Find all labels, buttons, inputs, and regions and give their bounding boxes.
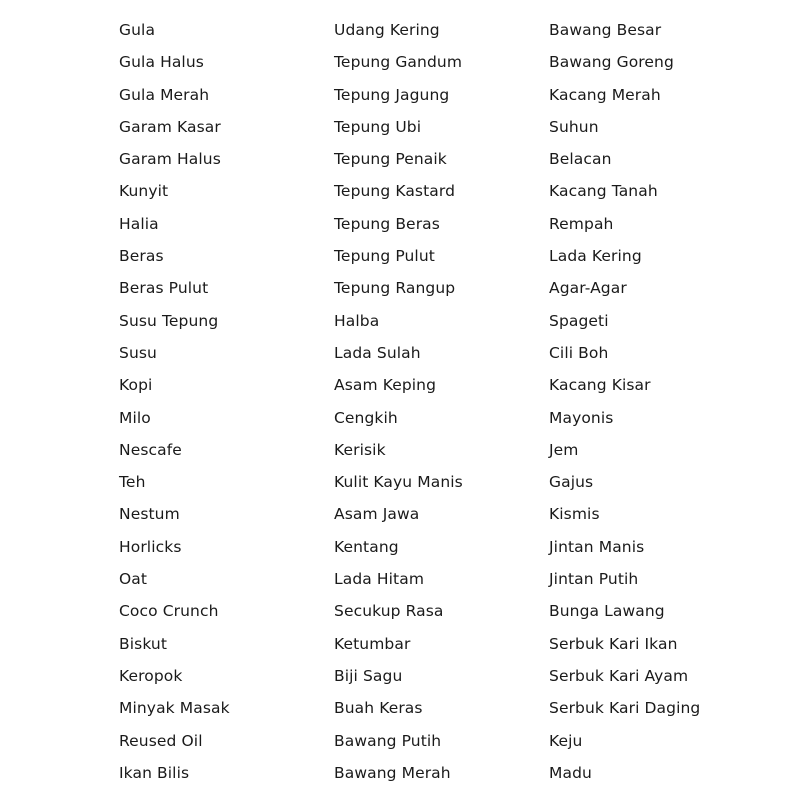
ingredient-item: Kentang [334, 537, 399, 556]
ingredient-item: Lada Kering [549, 247, 642, 266]
ingredient-item: Milo [119, 408, 151, 427]
ingredient-item: Lada Hitam [334, 570, 425, 589]
ingredient-item: Gula [119, 21, 156, 39]
ingredient-item: Tepung Jagung [334, 85, 450, 104]
ingredient-item: Suhun [549, 117, 599, 136]
ingredient-column-2 [334, 14, 463, 789]
ingredient-item: Agar-Agar [549, 279, 627, 298]
ingredient-item: Kopi [119, 376, 153, 395]
ingredient-item: Kismis [549, 505, 600, 524]
ingredient-item: Bunga Lawang [549, 602, 665, 621]
ingredient-item: Tepung Beras [334, 214, 440, 233]
ingredient-item: Gajus [549, 473, 594, 492]
ingredient-item: Bawang Besar [549, 21, 662, 39]
ingredient-item: Ikan Bilis [119, 763, 190, 782]
ingredient-item: Bawang Putih [334, 731, 442, 750]
ingredient-item: Keropok [119, 666, 183, 685]
ingredient-item: Kulit Kayu Manis [334, 473, 463, 492]
ingredient-item: Ketumbar [334, 634, 411, 653]
ingredient-item: Spageti [549, 311, 609, 330]
ingredient-item: Bawang Merah [334, 763, 451, 782]
ingredient-item: Kacang Merah [549, 85, 661, 104]
ingredient-item: Tepung Penaik [334, 150, 447, 169]
ingredient-item: Coco Crunch [119, 602, 219, 621]
ingredient-item: Tepung Kastard [334, 182, 456, 201]
ingredient-item: Serbuk Kari Ayam [549, 666, 689, 685]
ingredient-item: Susu Tepung [119, 311, 219, 330]
ingredient-item: Reused Oil [119, 731, 203, 750]
ingredient-item: Cengkih [334, 408, 398, 427]
ingredient-item: Beras Pulut [119, 279, 209, 298]
ingredient-item: Tepung Ubi [334, 117, 422, 136]
ingredient-item: Bawang Goreng [549, 53, 674, 72]
ingredient-item: Rempah [549, 214, 614, 233]
ingredient-item: Susu [119, 343, 157, 362]
ingredient-item: Horlicks [119, 537, 182, 556]
ingredient-item: Udang Kering [334, 21, 440, 39]
ingredient-item: Lada Sulah [334, 343, 421, 362]
ingredient-item: Tepung Gandum [334, 53, 463, 72]
ingredient-item: Asam Keping [334, 376, 437, 395]
ingredient-item: Secukup Rasa [334, 602, 444, 621]
ingredient-item: Minyak Masak [119, 699, 230, 718]
ingredient-item: Garam Kasar [119, 117, 221, 136]
ingredient-item: Gula Halus [119, 53, 204, 72]
ingredient-item: Garam Halus [119, 150, 221, 169]
ingredient-item: Teh [119, 473, 146, 492]
ingredient-item: Kerisik [334, 440, 386, 459]
ingredient-item: Tepung Rangup [334, 279, 456, 298]
ingredient-item: Jintan Putih [549, 570, 639, 589]
ingredient-item: Asam Jawa [334, 505, 420, 524]
ingredient-item: Beras [119, 247, 164, 266]
ingredient-item: Belacan [549, 150, 612, 169]
ingredient-item: Kunyit [119, 182, 169, 201]
ingredient-item: Halia [119, 214, 159, 233]
ingredient-item: Kacang Tanah [549, 182, 658, 201]
ingredient-item: Biskut [119, 634, 168, 653]
ingredient-item: Buah Keras [334, 699, 423, 718]
ingredient-item: Serbuk Kari Daging [549, 699, 701, 718]
ingredient-item: Serbuk Kari Ikan [549, 634, 678, 653]
ingredient-item: Nestum [119, 505, 180, 524]
ingredient-item: Keju [549, 731, 583, 750]
ingredient-column-3 [549, 14, 700, 789]
ingredient-item: Tepung Pulut [334, 247, 435, 266]
ingredient-item: Oat [119, 570, 148, 589]
ingredient-item: Nescafe [119, 440, 182, 459]
ingredient-item: Biji Sagu [334, 666, 403, 685]
ingredient-item: Jintan Manis [549, 537, 645, 556]
ingredient-item: Jem [549, 440, 579, 459]
ingredient-item: Gula Merah [119, 85, 210, 104]
ingredient-column-1 [119, 14, 230, 789]
ingredient-item: Cili Boh [549, 343, 609, 362]
ingredient-item: Madu [549, 763, 592, 782]
ingredient-item: Kacang Kisar [549, 376, 651, 395]
ingredient-item: Mayonis [549, 408, 614, 427]
ingredient-item: Halba [334, 311, 380, 330]
